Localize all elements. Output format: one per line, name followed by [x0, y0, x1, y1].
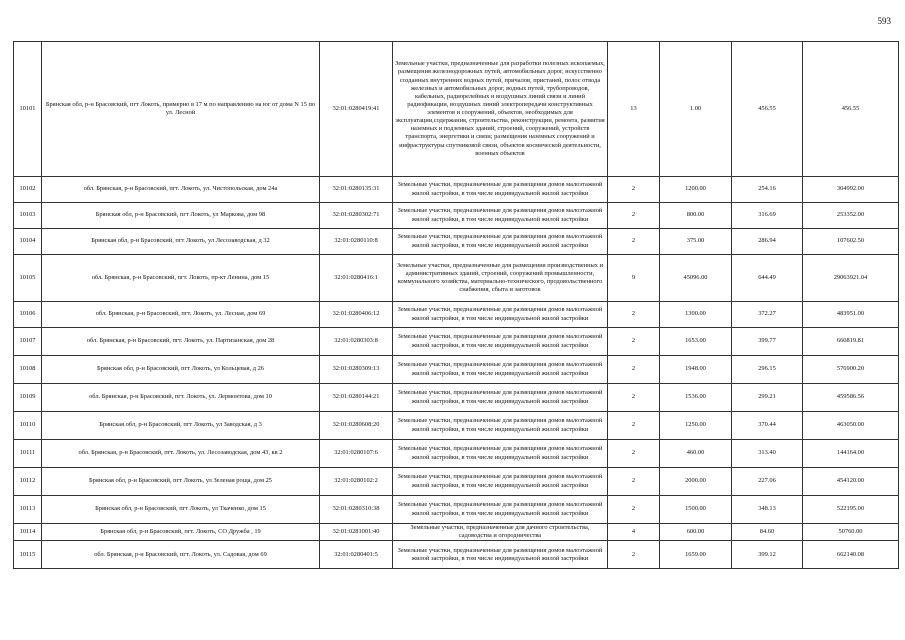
permitted-use-cell: Земельные участки, предназначенные для размещения домов малоэтажной жилой застройки, в том числе индивидуальной жилой застройки [393, 412, 608, 440]
permitted-use-cell: Земельные участки, предназначенные для размещения домов малоэтажной жилой застройки, в том числе индивидуальной жилой застройки [393, 356, 608, 384]
specific-value-cell: 456.55 [732, 42, 803, 177]
area-cell: 1300.00 [660, 302, 732, 328]
address-cell: Брянская обл, р-н Брасовский, пгт Локоть, ул Зеленая роща, дом 25 [42, 468, 320, 496]
permitted-use-cell: Земельные участки, предназначенные для размещения домов малоэтажной жилой застройки, в том числе индивидуальной жилой застройки [393, 440, 608, 468]
permitted-use-cell: Земельные участки, предназначенные для размещения домов малоэтажной жилой застройки, в том числе индивидуальной жилой застройки [393, 177, 608, 203]
cadastral-number-cell: 32:01:0280144:21 [320, 384, 393, 412]
specific-value-cell: 313.40 [732, 440, 803, 468]
cadastral-number-cell: 32:01:0280416:1 [320, 255, 393, 302]
area-cell: 1948.00 [660, 356, 732, 384]
table-row [14, 496, 899, 524]
specific-value-cell: 84.60 [732, 524, 803, 541]
cadastral-number-cell: 32:01:0280102:2 [320, 468, 393, 496]
category-cell: 2 [608, 468, 660, 496]
address-cell: обл. Брянская, р-н Брасовский, пгт. Локоть, ул. Лесозаводская, дом 43, кв 2 [42, 440, 320, 468]
area-cell: 45096.00 [660, 255, 732, 302]
row-number-cell: 10110 [14, 412, 42, 440]
specific-value-cell: 370.44 [732, 412, 803, 440]
row-number-cell: 10104 [14, 229, 42, 255]
area-cell: 1200.00 [660, 177, 732, 203]
cadastral-value-cell: 662140.08 [803, 541, 899, 569]
category-cell: 2 [608, 177, 660, 203]
area-cell: 2000.00 [660, 468, 732, 496]
row-number-cell: 10105 [14, 255, 42, 302]
cadastral-value-cell: 107602.50 [803, 229, 899, 255]
area-cell: 800.00 [660, 203, 732, 229]
area-cell: 460.00 [660, 440, 732, 468]
permitted-use-cell: Земельные участки, предназначенные для разработки полезных ископаемых, размещения железнодорожных путей, автомобильных дорог, искусственно созданных внутренних водных путей, причалов, пристаней, полос отвода железных и автомобильных дорог, водных путей, трубопроводов, кабельных, радиорелейных и воздушных линий связи и линий радиофикации, воздушных линий электропередачи конструктивных элементов и сооружений, объектов, необходимых для эксплуатации,содержания, строительства, реконструкции, ремонта, развития наземных и подземных зданий, строений, сооружений, устройств транспорта, энергетики и связи; размещения наземных сооружений и инфраструктуры спутниковой связи, объектов космической деятельности, военных объектов [393, 42, 608, 177]
cadastral-value-cell: 483951.00 [803, 302, 899, 328]
category-cell: 2 [608, 440, 660, 468]
row-number-cell: 10102 [14, 177, 42, 203]
row-number-cell: 10112 [14, 468, 42, 496]
permitted-use-cell: Земельные участки, предназначенные для размещения домов малоэтажной жилой застройки, в том числе индивидуальной жилой застройки [393, 328, 608, 356]
cadastral-number-cell: 32:01:0280608:20 [320, 412, 393, 440]
cadastral-number-cell: 32:01:0280302:71 [320, 203, 393, 229]
table-row [14, 440, 899, 468]
row-number-cell: 10114 [14, 524, 42, 541]
permitted-use-cell: Земельные участки, предназначенные для размещения домов малоэтажной жилой застройки, в том числе индивидуальной жилой застройки [393, 541, 608, 569]
category-cell: 2 [608, 384, 660, 412]
address-cell: Брянская обл, р-н Брасовский, пгт Локоть, ул Маркова, дом 98 [42, 203, 320, 229]
permitted-use-cell: Земельные участки, предназначенные для размещения домов малоэтажной жилой застройки, в том числе индивидуальной жилой застройки [393, 229, 608, 255]
table-body [14, 42, 899, 569]
cadastral-value-cell: 253352.00 [803, 203, 899, 229]
permitted-use-cell: Земельные участки, предназначенные для дачного строительства, садоводства и огородничества [393, 524, 608, 541]
cadastral-value-table [13, 41, 899, 569]
row-number-cell: 10101 [14, 42, 42, 177]
permitted-use-cell: Земельные участки, предназначенные для размещения домов малоэтажной жилой застройки, в том числе индивидуальной жилой застройки [393, 496, 608, 524]
row-number-cell: 10113 [14, 496, 42, 524]
table-row [14, 356, 899, 384]
address-cell: Брянская обл, р-н Брасовский, пгт Локоть, ул Кольцевая, д 26 [42, 356, 320, 384]
specific-value-cell: 372.27 [732, 302, 803, 328]
cadastral-number-cell: 32:01:0280110:8 [320, 229, 393, 255]
permitted-use-cell: Земельные участки, предназначенные для размещения производственных и административных зданий, строений, сооружений промышленности, коммунального хозяйства, материально-технического, продовольственного снабжения, сбыта и заготовок [393, 255, 608, 302]
cadastral-number-cell: 32:01:0280401:5 [320, 541, 393, 569]
permitted-use-cell: Земельные участки, предназначенные для размещения домов малоэтажной жилой застройки, в том числе индивидуальной жилой застройки [393, 302, 608, 328]
table-row [14, 468, 899, 496]
address-cell: Брянская обл, р-н Брасовский, пгт Локоть, ул Заводская, д 3 [42, 412, 320, 440]
cadastral-value-cell: 29063921.04 [803, 255, 899, 302]
cadastral-number-cell: 32:01:0280309:13 [320, 356, 393, 384]
address-cell: обл. Брянская, р-н Брасовский, пгт. Локоть, ул. Чистопольская, дом 24а [42, 177, 320, 203]
cadastral-value-cell: 576900.20 [803, 356, 899, 384]
category-cell: 2 [608, 356, 660, 384]
cadastral-value-cell: 459586.56 [803, 384, 899, 412]
table-row [14, 524, 899, 541]
table-row [14, 384, 899, 412]
address-cell: обл. Брянская, р-н Брасовский, пгт. Локоть, ул. Лермонтова, дом 10 [42, 384, 320, 412]
area-cell: 1659.00 [660, 541, 732, 569]
area-cell: 1250.00 [660, 412, 732, 440]
specific-value-cell: 644.49 [732, 255, 803, 302]
table-row [14, 177, 899, 203]
specific-value-cell: 299.21 [732, 384, 803, 412]
category-cell: 2 [608, 412, 660, 440]
category-cell: 2 [608, 496, 660, 524]
category-cell: 4 [608, 524, 660, 541]
specific-value-cell: 316.69 [732, 203, 803, 229]
cadastral-value-cell: 50760.00 [803, 524, 899, 541]
row-number-cell: 10107 [14, 328, 42, 356]
table-row [14, 255, 899, 302]
area-cell: 1653.00 [660, 328, 732, 356]
specific-value-cell: 399.77 [732, 328, 803, 356]
category-cell: 2 [608, 229, 660, 255]
category-cell: 2 [608, 328, 660, 356]
cadastral-number-cell: 32:01:0280135:31 [320, 177, 393, 203]
category-cell: 2 [608, 541, 660, 569]
specific-value-cell: 286.94 [732, 229, 803, 255]
row-number-cell: 10103 [14, 203, 42, 229]
row-number-cell: 10115 [14, 541, 42, 569]
specific-value-cell: 399.12 [732, 541, 803, 569]
cadastral-value-cell: 144164.00 [803, 440, 899, 468]
table-row [14, 541, 899, 569]
cadastral-value-cell: 522195.00 [803, 496, 899, 524]
cadastral-number-cell: 32:01:0280303:8 [320, 328, 393, 356]
address-cell: обл. Брянская, р-н Брасовский, пгт. Локоть, ул. Лесная, дом 69 [42, 302, 320, 328]
permitted-use-cell: Земельные участки, предназначенные для размещения домов малоэтажной жилой застройки, в том числе индивидуальной жилой застройки [393, 468, 608, 496]
table-row [14, 42, 899, 177]
address-cell: Брянская обл, р-н Брасовский, пгт Локоть, ул Ткаченко, дом 15 [42, 496, 320, 524]
area-cell: 1500.00 [660, 496, 732, 524]
specific-value-cell: 296.15 [732, 356, 803, 384]
address-cell: обл. Брянская, р-н Брасовский, пгт. Локоть, пр-кт Ленина, дом 15 [42, 255, 320, 302]
specific-value-cell: 254.16 [732, 177, 803, 203]
area-cell: 1536.00 [660, 384, 732, 412]
category-cell: 2 [608, 302, 660, 328]
row-number-cell: 10108 [14, 356, 42, 384]
specific-value-cell: 348.13 [732, 496, 803, 524]
address-cell: Брянская обл, р-н Брасовский, пгт Локоть, примерно в 17 м по направлению на юг от дома N 15 по ул. Лесной [42, 42, 320, 177]
table-row [14, 229, 899, 255]
permitted-use-cell: Земельные участки, предназначенные для размещения домов малоэтажной жилой застройки, в том числе индивидуальной жилой застройки [393, 203, 608, 229]
cadastral-value-cell: 454120.00 [803, 468, 899, 496]
cadastral-number-cell: 32:01:0280310:38 [320, 496, 393, 524]
cadastral-number-cell: 32:01:0280419:41 [320, 42, 393, 177]
address-cell: Брянская обл, р-н Брасовский, пгт Локоть, ул Лесозаводская, д 32 [42, 229, 320, 255]
cadastral-value-cell: 463050.00 [803, 412, 899, 440]
cadastral-number-cell: 32:01:0280406:12 [320, 302, 393, 328]
area-cell: 600.00 [660, 524, 732, 541]
specific-value-cell: 227.06 [732, 468, 803, 496]
address-cell: обл. Брянская, р-н Брасовский, пгт. Локоть, ул. Партизанская, дом 28 [42, 328, 320, 356]
address-cell: обл. Брянская, р-н Брасовский, пгт. Локоть, ул. Садовая, дом 69 [42, 541, 320, 569]
area-cell: 1.00 [660, 42, 732, 177]
row-number-cell: 10111 [14, 440, 42, 468]
table-row [14, 328, 899, 356]
cadastral-value-cell: 304992.00 [803, 177, 899, 203]
table-row [14, 412, 899, 440]
table-row [14, 203, 899, 229]
area-cell: 375.00 [660, 229, 732, 255]
permitted-use-cell: Земельные участки, предназначенные для размещения домов малоэтажной жилой застройки, в том числе индивидуальной жилой застройки [393, 384, 608, 412]
category-cell: 2 [608, 203, 660, 229]
address-cell: Брянская обл, р-н Брасовский, пгт. Локоть, СО Дружба , 19 [42, 524, 320, 541]
table-row [14, 302, 899, 328]
category-cell: 13 [608, 42, 660, 177]
cadastral-value-cell: 456.55 [803, 42, 899, 177]
cadastral-number-cell: 32:01:0281001:40 [320, 524, 393, 541]
page-number: 593 [877, 16, 891, 26]
row-number-cell: 10109 [14, 384, 42, 412]
row-number-cell: 10106 [14, 302, 42, 328]
cadastral-number-cell: 32:01:0280107:6 [320, 440, 393, 468]
cadastral-value-cell: 660819.81 [803, 328, 899, 356]
category-cell: 9 [608, 255, 660, 302]
